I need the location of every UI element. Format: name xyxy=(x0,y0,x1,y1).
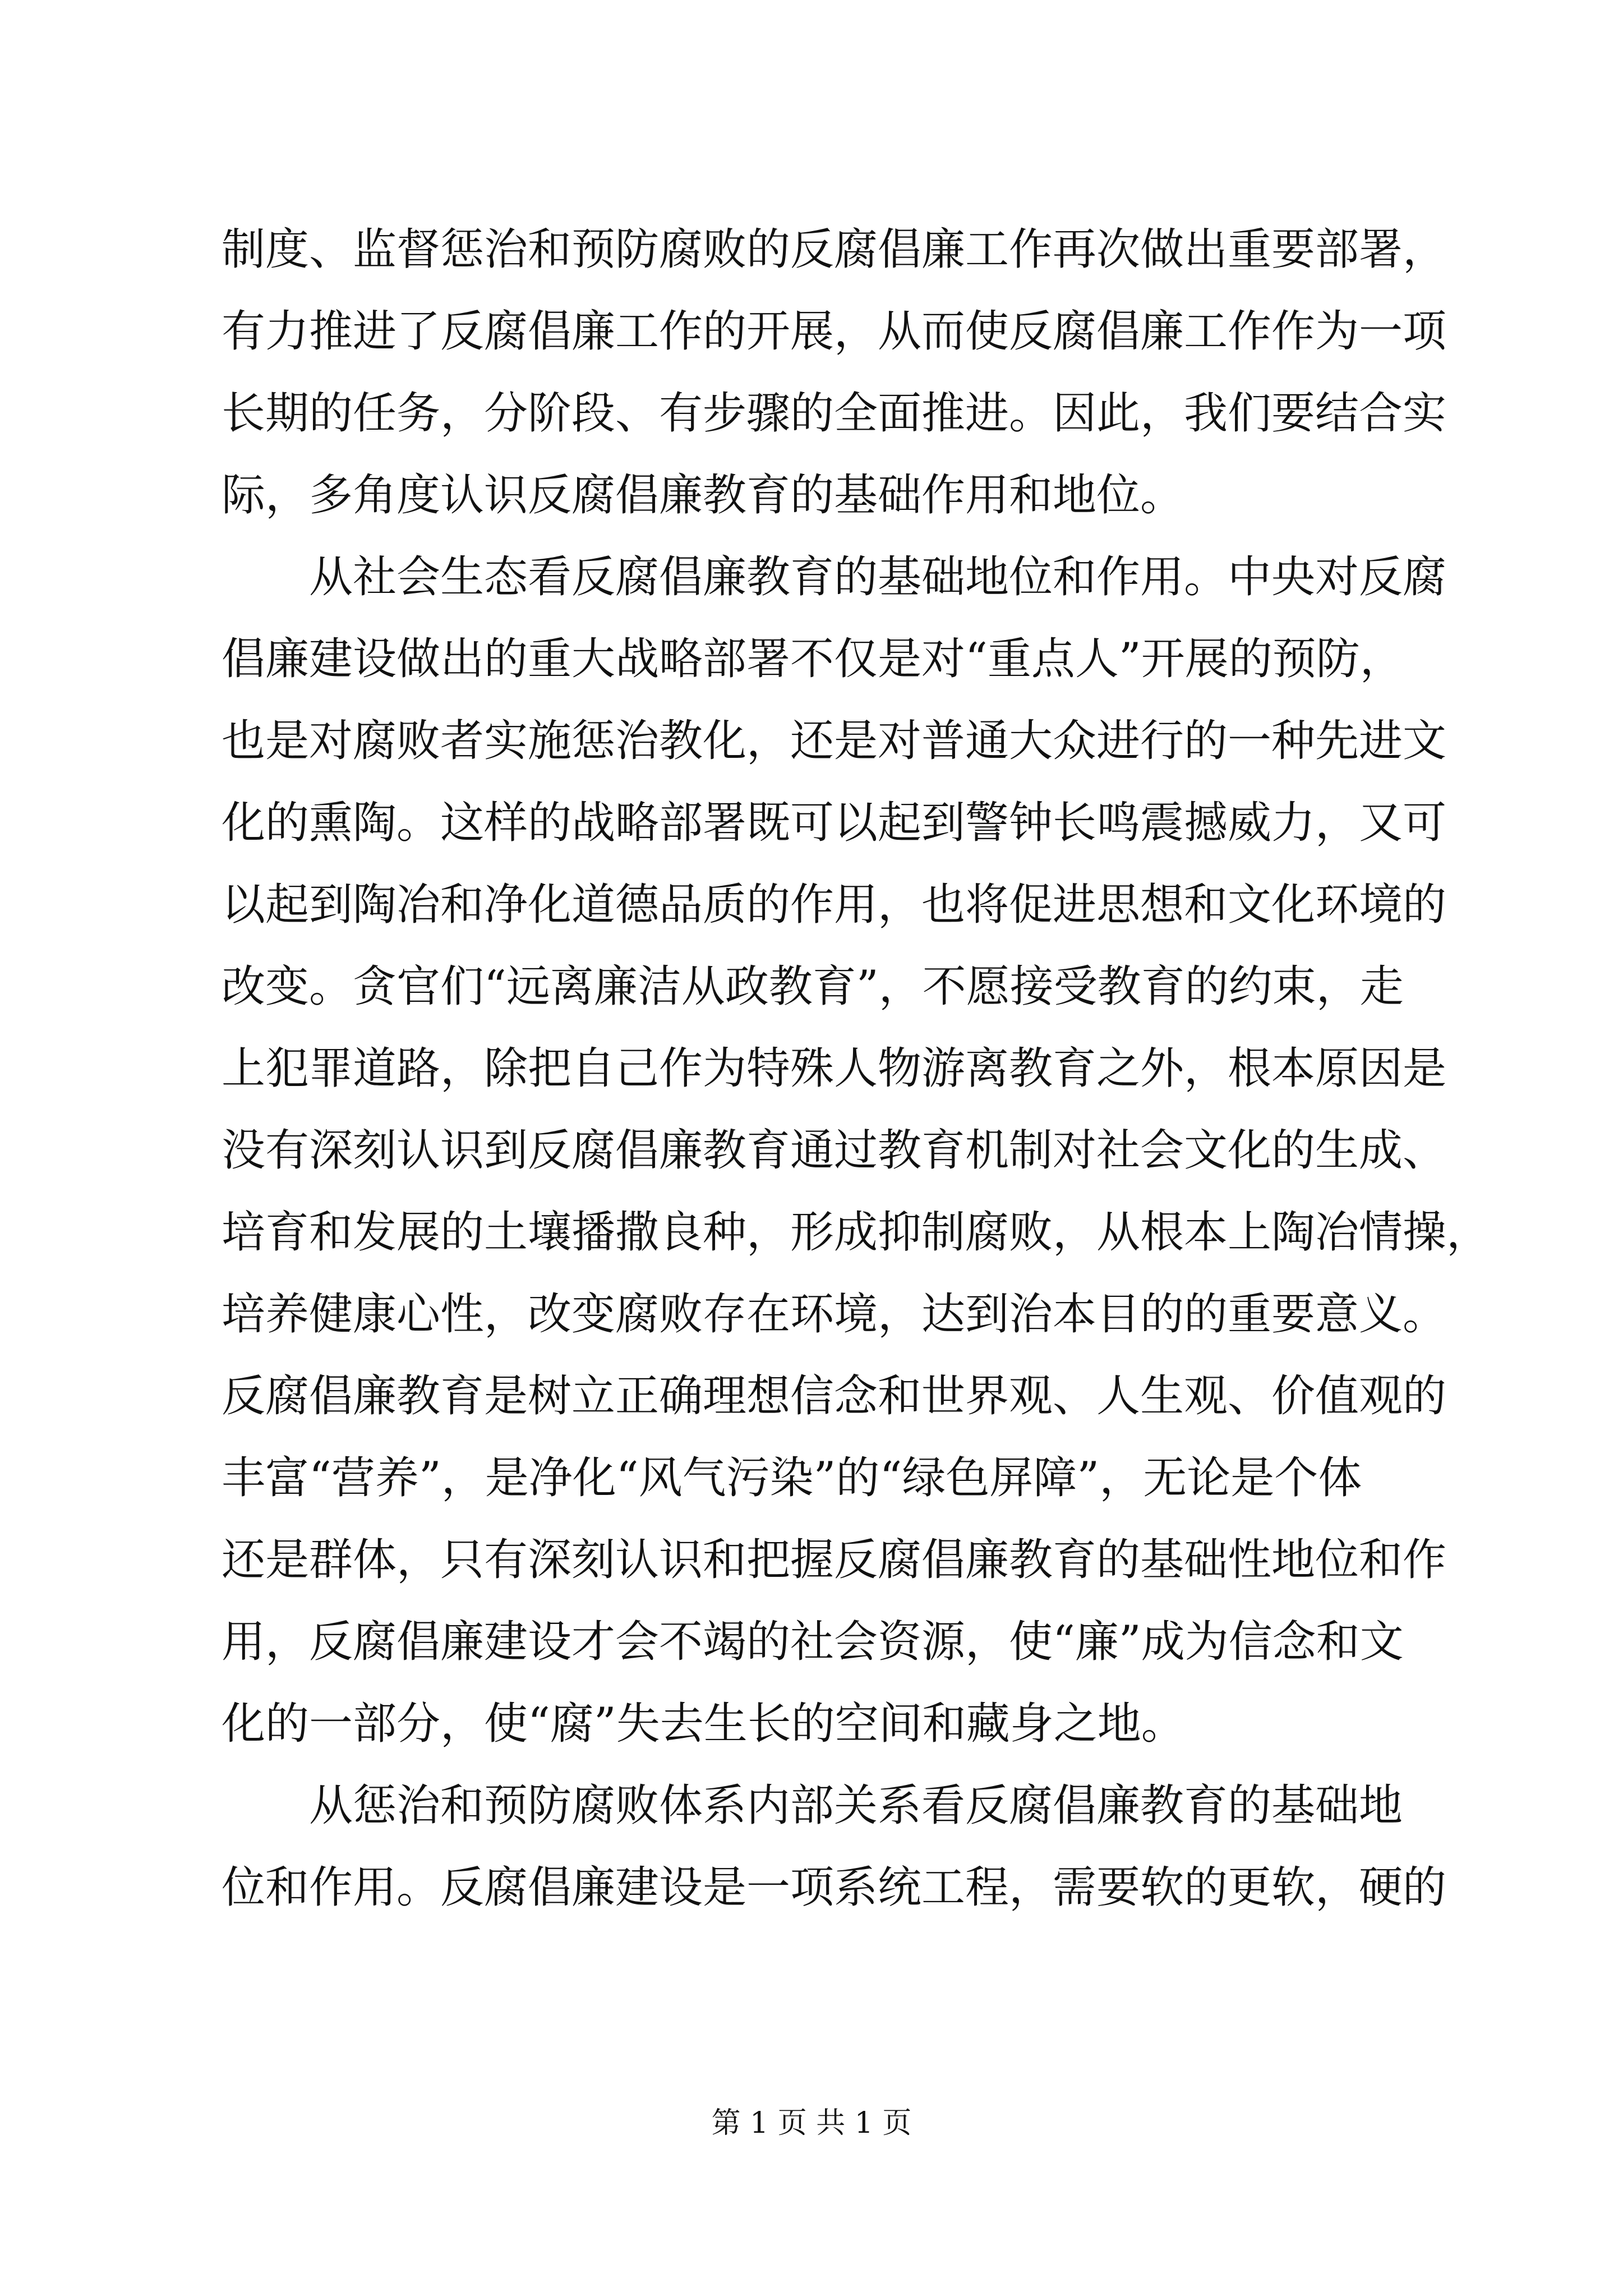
text-line: 培育和发展的土壤播撒良种，形成抑制腐败，从根本上陶冶情操， xyxy=(222,1207,1491,1258)
page-footer: 第 1 页 共 1 页 xyxy=(711,2106,912,2140)
text-line: 还是群体，只有深刻认识和把握反腐倡廉教育的基础性地位和作 xyxy=(222,1535,1447,1585)
document-body xyxy=(222,209,1491,1929)
text-line: 制度、监督惩治和预防腐败的反腐倡廉工作再次做出重要部署， xyxy=(222,224,1447,275)
text-line: 从社会生态看反腐倡廉教育的基础地位和作用。中央对反腐 xyxy=(309,552,1447,602)
text-line: 从惩治和预防腐败体系内部关系看反腐倡廉教育的基础地 xyxy=(309,1780,1403,1831)
text-line: 长期的任务，分阶段、有步骤的全面推进。因此，我们要结合实 xyxy=(222,388,1447,439)
text-line: 位和作用。反腐倡廉建设是一项系统工程，需要软的更软，硬的 xyxy=(222,1862,1447,1913)
text-line: 也是对腐败者实施惩治教化，还是对普通大众进行的一种先进文 xyxy=(222,716,1447,766)
text-line: 丰富“营养”，是净化“风气污染”的“绿色屏障”，无论是个体 xyxy=(222,1453,1362,1503)
text-line: 化的熏陶。这样的战略部署既可以起到警钟长鸣震撼威力，又可 xyxy=(222,798,1447,848)
text-line: 以起到陶冶和净化道德品质的作用，也将促进思想和文化环境的 xyxy=(222,880,1447,930)
text-line: 倡廉建设做出的重大战略部署不仅是对“重点人”开展的预防， xyxy=(222,634,1404,684)
text-line: 化的一部分，使“腐”失去生长的空间和藏身之地。 xyxy=(222,1699,1185,1749)
text-line: 际，多角度认识反腐倡廉教育的基础作用和地位。 xyxy=(222,470,1184,521)
text-line: 反腐倡廉教育是树立正确理想信念和世界观、人生观、价值观的 xyxy=(222,1371,1447,1421)
text-line: 没有深刻认识到反腐倡廉教育通过教育机制对社会文化的生成、 xyxy=(222,1125,1447,1176)
text-line: 有力推进了反腐倡廉工作的开展，从而使反腐倡廉工作作为一项 xyxy=(222,306,1447,357)
text-line: 改变。贪官们“远离廉洁从政教育”，不愿接受教育的约束，走 xyxy=(222,961,1404,1012)
text-line: 上犯罪道路，除把自己作为特殊人物游离教育之外，根本原因是 xyxy=(222,1043,1447,1094)
text-line: 培养健康心性，改变腐败存在环境，达到治本目的的重要意义。 xyxy=(222,1289,1447,1340)
text-line: 用，反腐倡廉建设才会不竭的社会资源，使“廉”成为信念和文 xyxy=(222,1617,1404,1667)
